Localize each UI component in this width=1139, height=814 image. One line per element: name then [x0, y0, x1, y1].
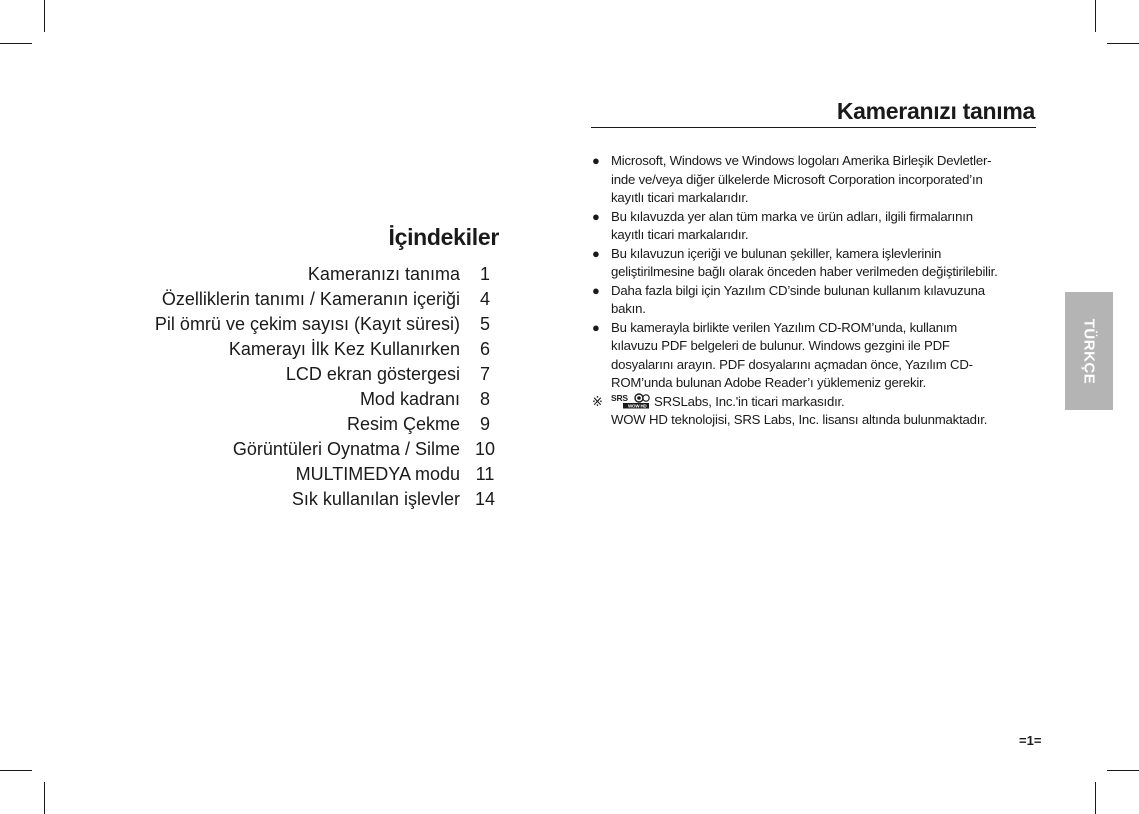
toc-entry-page: 5: [479, 314, 490, 334]
toc-entry-page: 11: [475, 464, 495, 484]
toc-entry[interactable]: [100, 337, 500, 362]
note-line: [611, 393, 1042, 412]
bullet-icon: ●: [592, 208, 600, 224]
crop-mark: [44, 0, 45, 32]
toc-entry[interactable]: [100, 387, 500, 412]
bullet-item: [592, 208, 1042, 245]
crop-mark: [1107, 43, 1139, 44]
toc-entry-label: Pil ömrü ve çekim sayısı (Kayıt süresi): [154, 314, 460, 334]
srs-logo-icon: [611, 393, 651, 409]
toc-entry-page: 1: [479, 264, 490, 284]
toc-entry[interactable]: [100, 262, 500, 287]
toc-entry[interactable]: [100, 362, 500, 387]
section-title: Kameranızı tanıma: [836, 98, 1035, 124]
toc-entry-label: Görüntüleri Oynatma / Silme: [232, 439, 460, 459]
crop-mark: [0, 770, 32, 771]
crop-mark: [44, 782, 45, 814]
toc-entry-page: 4: [479, 289, 490, 309]
bullet-line: Daha fazla bilgi için Yazılım CD’sinde bulunan kullanım kılavuzuna: [611, 282, 985, 298]
bullet-item: [592, 152, 1042, 208]
crop-mark: [0, 43, 32, 44]
toc-entry-page: 6: [479, 339, 490, 359]
language-tab-label: TÜRKÇE: [1080, 318, 1098, 384]
page-number: =1=: [1019, 733, 1042, 748]
toc-entry-label: MULTIMEDYA modu: [295, 464, 460, 484]
srs-logo-text: SRS: [611, 392, 628, 403]
note-mark-icon: ※: [592, 393, 603, 409]
table-of-contents: [100, 262, 500, 509]
bullet-icon: ●: [592, 245, 600, 261]
toc-entry-label: Sık kullanılan işlevler: [291, 489, 460, 509]
toc-entry-label: Resim Çekme: [346, 414, 460, 434]
bullet-icon: ●: [592, 319, 600, 335]
bullet-line: geliştirilmesine bağlı olarak önceden haber verilmeden değiştirilebilir.: [611, 264, 998, 279]
note-line-text: SRSLabs, Inc.'in ticari markasıdır.: [654, 393, 845, 409]
toc-entry[interactable]: [100, 312, 500, 337]
bullet-line: Bu kılavuzun içeriği ve bulunan şekiller, kamera işlevlerinin: [611, 245, 942, 261]
toc-entry[interactable]: [100, 287, 500, 312]
bullet-line: Bu kılavuzda yer alan tüm marka ve ürün adları, ilgili firmalarının: [611, 208, 973, 224]
crop-mark: [1095, 782, 1096, 814]
toc-entry[interactable]: [100, 412, 500, 437]
crop-mark: [1095, 0, 1096, 32]
srs-logo-subtext: WOW HD: [628, 403, 647, 408]
bullet-line: Microsoft, Windows ve Windows logoları Amerika Birleşik Devletler-: [611, 153, 992, 168]
toc-entry-label: LCD ekran göstergesi: [285, 364, 460, 384]
toc-entry-label: Kamerayı İlk Kez Kullanırken: [228, 339, 460, 359]
bullet-line: kayıtlı ticari markalarıdır.: [611, 227, 749, 242]
toc-entry-page: 9: [479, 414, 490, 434]
toc-entry-page: 10: [474, 439, 496, 459]
bullet-item: [592, 282, 1042, 319]
toc-entry[interactable]: [100, 437, 500, 462]
toc-entry[interactable]: [100, 487, 500, 512]
toc-title: İçindekiler: [388, 224, 499, 250]
trademark-note: [592, 393, 1042, 430]
toc-entry-page: 14: [474, 489, 496, 509]
bullet-line: kayıtlı ticari markalarıdır.: [611, 190, 749, 205]
title-underline: [591, 127, 1036, 128]
language-tab: [1065, 292, 1113, 410]
bullet-line: bakın.: [611, 301, 646, 316]
bullet-line: inde ve/veya diğer ülkelerde Microsoft Corporation incorporated’ın: [611, 171, 983, 187]
toc-entry-page: 8: [479, 389, 490, 409]
bullet-line: ROM’unda bulunan Adobe Reader’ı yüklemeniz gerekir.: [611, 375, 927, 390]
toc-entry-label: Kameranızı tanıma: [307, 264, 460, 284]
bullet-line: dosyalarını arayın. PDF dosyalarını açmadan önce, Yazılım CD-: [611, 356, 973, 372]
toc-entry-label: Mod kadranı: [359, 389, 460, 409]
bullet-icon: ●: [592, 282, 600, 298]
bullet-icon: ●: [592, 153, 600, 168]
bullet-item: [592, 245, 1042, 282]
bullet-item: [592, 319, 1042, 393]
toc-entry-label: Özelliklerin tanımı / Kameranın içeriği: [161, 289, 460, 309]
toc-entry[interactable]: [100, 462, 500, 487]
notes-list: [592, 152, 1042, 430]
bullet-line: kılavuzu PDF belgeleri de bulunur. Windows gezgini ile PDF: [611, 338, 950, 353]
toc-entry-page: 7: [479, 364, 490, 384]
crop-mark: [1107, 770, 1139, 771]
bullet-line: Bu kamerayla birlikte verilen Yazılım CD-ROM’unda, kullanım: [611, 319, 958, 335]
note-line: WOW HD teknolojisi, SRS Labs, Inc. lisansı altında bulunmaktadır.: [611, 412, 988, 427]
